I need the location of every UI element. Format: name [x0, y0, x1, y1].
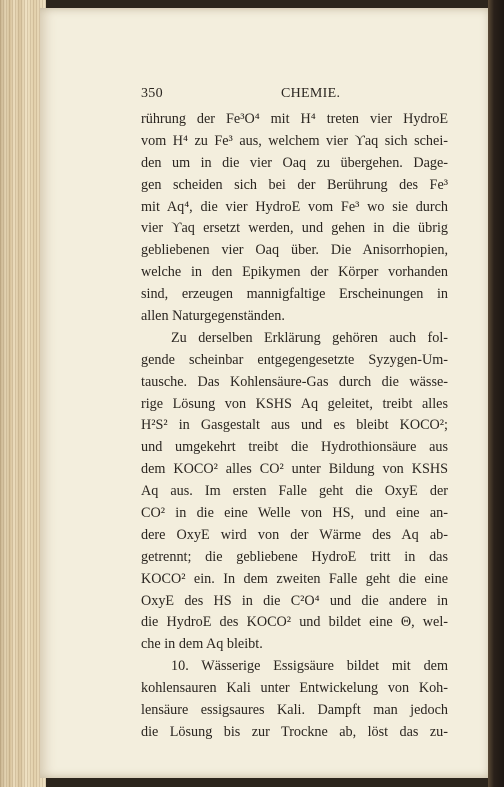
text-line: che in dem Aq bleibt.: [141, 636, 263, 653]
running-header: [141, 86, 448, 106]
text-line: mit Aq⁴, die vier HydroE vom Fe³ wo sie durch: [141, 198, 448, 215]
text-line: rührung der Fe³O⁴ mit H⁴ treten vier HydroE: [141, 111, 448, 127]
text-line: welche in den Epikymen der Körper vorhanden: [141, 264, 448, 281]
text-line: dere OxyE wird von der Wärme des Aq ab-: [141, 526, 448, 543]
page-number: 350: [141, 86, 163, 101]
text-line: Aq aus. Im ersten Falle geht die OxyE der: [141, 483, 448, 500]
book-binding-shadow: [488, 0, 504, 787]
text-line: gen scheiden sich bei der Berührung des Fe³: [141, 176, 448, 193]
text-line: CO² in die eine Welle von HS, und eine an-: [141, 505, 448, 522]
text-line: und umgekehrt treibt die Hydrothionsäure aus: [141, 439, 448, 456]
text-line: dem KOCO² alles CO² unter Bildung von KSHS: [141, 461, 448, 478]
text-line: gende scheinbar entgegengesetzte Syzygen-Um-: [141, 351, 448, 368]
text-line: Zu derselben Erklärung gehören auch fol-: [171, 329, 448, 346]
text-line: sind, erzeugen mannigfaltige Erscheinungen in: [141, 286, 448, 303]
text-line: tausche. Das Kohlensäure-Gas durch die wässe-: [141, 373, 448, 390]
text-line: 10. Wässerige Essigsäure bildet mit dem: [171, 658, 448, 675]
text-line: allen Naturgegenständen.: [141, 308, 285, 325]
text-line: den um in die vier Oaq zu übergehen. Dage-: [141, 154, 448, 171]
text-line: OxyE des HS in die C²O⁴ und die andere in: [141, 592, 448, 609]
text-line: vom H⁴ zu Fe³ aus, welchem vier ϒaq sich schei-: [141, 132, 448, 149]
text-line: die HydroE des KOCO² und bildet eine Θ, wel-: [141, 614, 448, 631]
text-line: die Lösung bis zur Trockne ab, löst das zu-: [141, 723, 448, 740]
body-text: [141, 109, 448, 744]
text-line: H²S² in Gasgestalt aus und es bleibt KOCO²;: [141, 417, 448, 434]
text-line: getrennt; die gebliebene HydroE tritt in das: [141, 548, 448, 565]
text-line: kohlensauren Kali unter Entwickelung von Koh-: [141, 680, 448, 697]
text-line: gebliebenen vier Oaq über. Die Anisorrhopien,: [141, 242, 448, 259]
text-line: vier ϒaq ersetzt werden, und gehen in die übrig: [141, 220, 448, 237]
text-line: KOCO² ein. In dem zweiten Falle geht die eine: [141, 570, 448, 587]
text-line: lensäure essigsaures Kali. Dampft man jedoch: [141, 702, 448, 719]
text-line: rige Lösung von KSHS Aq geleitet, treibt alles: [141, 395, 448, 412]
running-title: CHEMIE.: [281, 86, 341, 101]
